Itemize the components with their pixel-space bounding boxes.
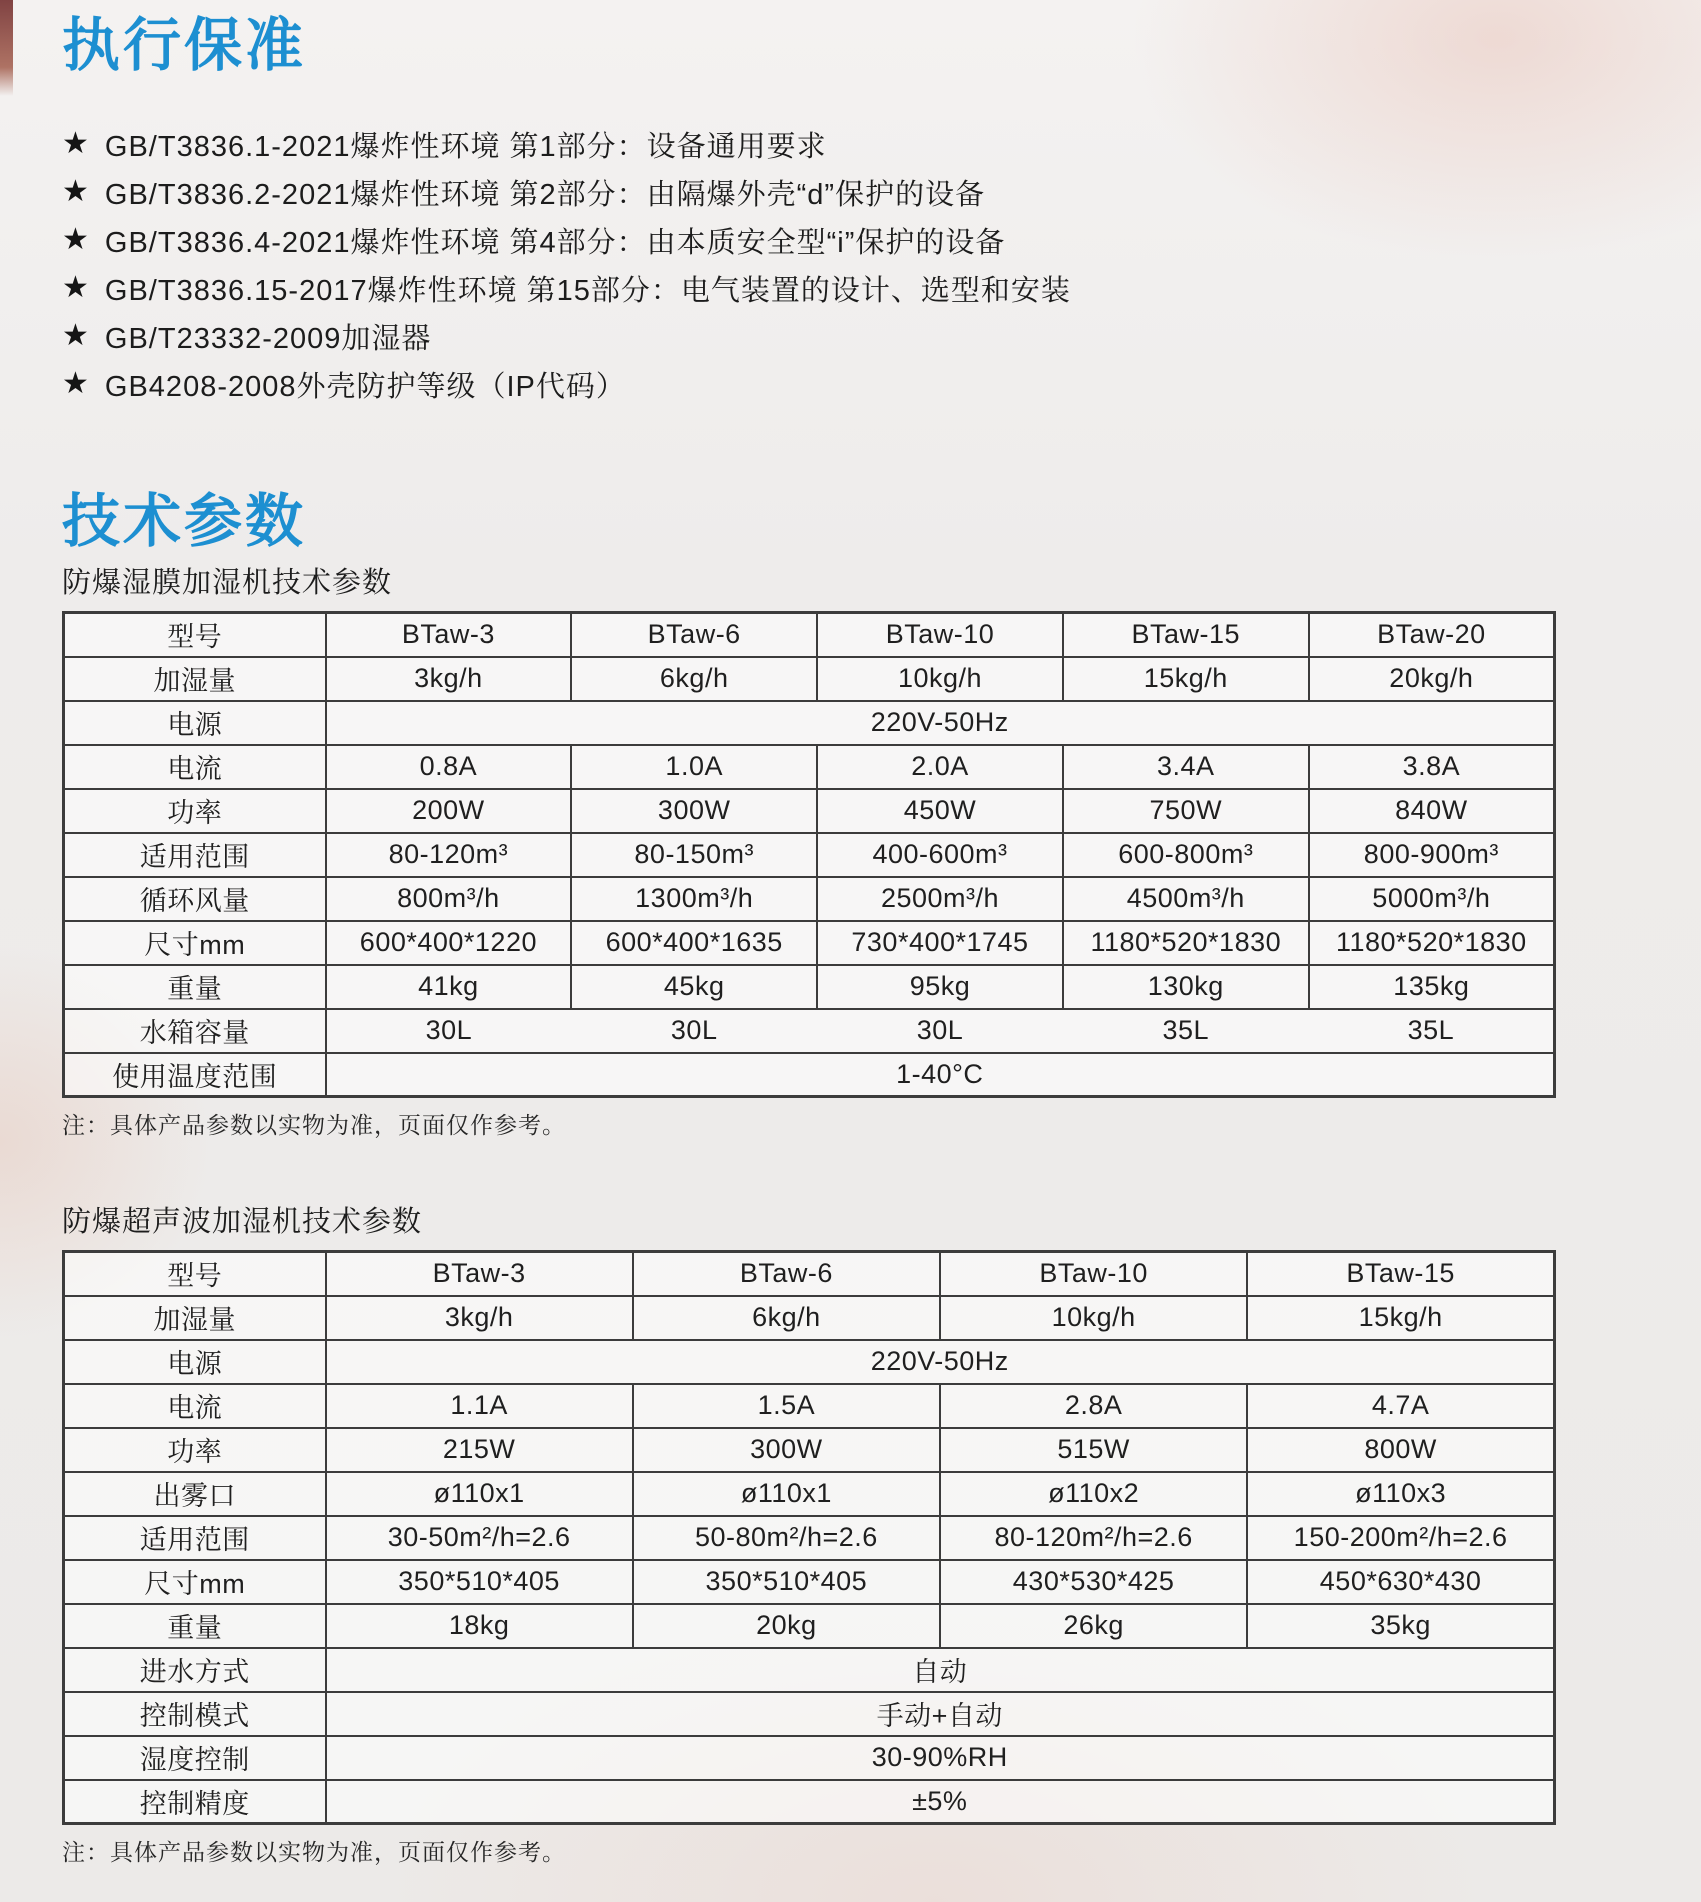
- param-label-cell: 使用温度范围: [64, 1053, 326, 1097]
- table-row: [64, 833, 1555, 877]
- param-value-cell: 800m³/h: [326, 877, 572, 921]
- param-value-cell: 30L: [817, 1009, 1063, 1053]
- standards-list: [62, 120, 1639, 408]
- param-label-cell: 重量: [64, 965, 326, 1009]
- param-label-cell: 湿度控制: [64, 1736, 326, 1780]
- table-row: [64, 1472, 1555, 1516]
- param-label-cell: 电源: [64, 1340, 326, 1384]
- tech-title: 技术参数: [62, 489, 307, 554]
- param-label-cell: 电流: [64, 745, 326, 789]
- param-value-cell: 5000m³/h: [1309, 877, 1555, 921]
- table-row: [64, 1780, 1555, 1824]
- model-header-cell: BTaw-10: [940, 1252, 1247, 1296]
- table-row: [64, 965, 1555, 1009]
- table-row: [64, 1296, 1555, 1340]
- param-value-cell: 1.5A: [633, 1384, 940, 1428]
- param-value-cell: 400-600m³: [817, 833, 1063, 877]
- param-label-cell: 出雾口: [64, 1472, 326, 1516]
- param-value-cell: 130kg: [1063, 965, 1309, 1009]
- table-row: [64, 1053, 1555, 1097]
- standard-item-text: GB/T23332-2009加湿器: [104, 322, 432, 355]
- param-value-cell: 18kg: [326, 1604, 633, 1648]
- param-value-cell: 30-90%RH: [326, 1736, 1555, 1780]
- param-value-cell: 4500m³/h: [1063, 877, 1309, 921]
- table-row: [64, 877, 1555, 921]
- standard-item: [62, 168, 1639, 216]
- table-row: [64, 1604, 1555, 1648]
- param-value-cell: 3kg/h: [326, 1296, 633, 1340]
- table-row: [64, 657, 1555, 701]
- param-value-cell: 515W: [940, 1428, 1247, 1472]
- param-value-cell: 750W: [1063, 789, 1309, 833]
- param-value-cell: 自动: [326, 1648, 1555, 1692]
- param-value-cell: 800W: [1247, 1428, 1554, 1472]
- param-value-cell: 35L: [1063, 1009, 1309, 1053]
- param-value-cell: 手动+自动: [326, 1692, 1555, 1736]
- param-value-cell: 0.8A: [326, 745, 572, 789]
- param-value-cell: 840W: [1309, 789, 1555, 833]
- param-value-cell: 26kg: [940, 1604, 1247, 1648]
- standard-item: [62, 120, 1639, 168]
- ultrasonic-table-caption: 防爆超声波加湿机技术参数: [62, 1206, 423, 1238]
- param-value-cell: 1300m³/h: [571, 877, 817, 921]
- param-value-cell: 450*630*430: [1247, 1560, 1554, 1604]
- param-label-cell: 适用范围: [64, 1516, 326, 1560]
- param-label-cell: 尺寸mm: [64, 921, 326, 965]
- table-row: [64, 789, 1555, 833]
- param-value-cell: 450W: [817, 789, 1063, 833]
- wet-film-table-caption: 防爆湿膜加湿机技术参数: [62, 567, 393, 599]
- model-header-cell: BTaw-6: [633, 1252, 940, 1296]
- param-value-cell: 350*510*405: [633, 1560, 940, 1604]
- star-bullet-icon: ★: [62, 223, 89, 256]
- param-value-cell: 6kg/h: [633, 1296, 940, 1340]
- param-value-cell: 2.0A: [817, 745, 1063, 789]
- param-value-cell: 20kg/h: [1309, 657, 1555, 701]
- param-value-cell: 1.1A: [326, 1384, 633, 1428]
- param-value-cell: 35L: [1309, 1009, 1555, 1053]
- wet-film-table-block: [62, 563, 1639, 1140]
- param-value-cell: 1.0A: [571, 745, 817, 789]
- model-header-cell: BTaw-3: [326, 1252, 633, 1296]
- wet-film-spec-table: [62, 611, 1556, 1098]
- param-label-cell: 控制精度: [64, 1780, 326, 1824]
- param-label-cell: 适用范围: [64, 833, 326, 877]
- param-value-cell: ø110x1: [326, 1472, 633, 1516]
- star-bullet-icon: ★: [62, 319, 89, 352]
- tech-section: [62, 488, 1639, 1867]
- param-label-cell: 加湿量: [64, 1296, 326, 1340]
- param-value-cell: 600*400*1635: [571, 921, 817, 965]
- standard-item-text: GB/T3836.4-2021爆炸性环境 第4部分：由本质安全型“i”保护的设备: [104, 226, 1006, 259]
- param-label-cell: 功率: [64, 1428, 326, 1472]
- star-bullet-icon: ★: [62, 271, 89, 304]
- param-label-cell: 型号: [64, 1252, 326, 1296]
- param-value-cell: 3kg/h: [326, 657, 572, 701]
- table-row: [64, 1428, 1555, 1472]
- standards-title: 执行保准: [62, 13, 307, 78]
- param-value-cell: 135kg: [1309, 965, 1555, 1009]
- param-value-cell: 3.4A: [1063, 745, 1309, 789]
- param-value-cell: 15kg/h: [1063, 657, 1309, 701]
- standard-item: [62, 312, 1639, 360]
- table-row: [64, 1384, 1555, 1428]
- param-value-cell: ø110x2: [940, 1472, 1247, 1516]
- param-value-cell: 1180*520*1830: [1309, 921, 1555, 965]
- ultrasonic-table-block: [62, 1202, 1639, 1867]
- standard-item: [62, 216, 1639, 264]
- param-value-cell: 80-120m²/h=2.6: [940, 1516, 1247, 1560]
- ultrasonic-spec-table: [62, 1250, 1556, 1825]
- model-header-cell: BTaw-10: [817, 613, 1063, 657]
- model-header-cell: BTaw-20: [1309, 613, 1555, 657]
- table-header-row: [64, 613, 1555, 657]
- param-value-cell: 80-150m³: [571, 833, 817, 877]
- param-value-cell: 220V-50Hz: [326, 701, 1555, 745]
- param-label-cell: 水箱容量: [64, 1009, 326, 1053]
- param-value-cell: ø110x3: [1247, 1472, 1554, 1516]
- table-row: [64, 701, 1555, 745]
- param-label-cell: 循环风量: [64, 877, 326, 921]
- star-bullet-icon: ★: [62, 175, 89, 208]
- standards-section: [62, 12, 1639, 408]
- param-value-cell: 45kg: [571, 965, 817, 1009]
- star-bullet-icon: ★: [62, 367, 89, 400]
- param-value-cell: 1180*520*1830: [1063, 921, 1309, 965]
- param-value-cell: 4.7A: [1247, 1384, 1554, 1428]
- table-row: [64, 1340, 1555, 1384]
- star-bullet-icon: ★: [62, 127, 89, 160]
- param-value-cell: 150-200m²/h=2.6: [1247, 1516, 1554, 1560]
- standard-item: [62, 264, 1639, 312]
- param-value-cell: 15kg/h: [1247, 1296, 1554, 1340]
- param-label-cell: 重量: [64, 1604, 326, 1648]
- param-value-cell: 10kg/h: [817, 657, 1063, 701]
- wet-film-table-note: 注：具体产品参数以实物为准，页面仅作参考。: [62, 1112, 566, 1138]
- table-row: [64, 1009, 1555, 1053]
- model-header-cell: BTaw-6: [571, 613, 817, 657]
- param-value-cell: 6kg/h: [571, 657, 817, 701]
- ultrasonic-table-note: 注：具体产品参数以实物为准，页面仅作参考。: [62, 1839, 566, 1865]
- model-header-cell: BTaw-15: [1247, 1252, 1554, 1296]
- param-value-cell: 430*530*425: [940, 1560, 1247, 1604]
- param-value-cell: 800-900m³: [1309, 833, 1555, 877]
- param-value-cell: 200W: [326, 789, 572, 833]
- param-value-cell: 20kg: [633, 1604, 940, 1648]
- param-value-cell: 600*400*1220: [326, 921, 572, 965]
- table-row: [64, 1648, 1555, 1692]
- param-value-cell: 50-80m²/h=2.6: [633, 1516, 940, 1560]
- param-value-cell: 41kg: [326, 965, 572, 1009]
- param-value-cell: 1-40°C: [326, 1053, 1555, 1097]
- param-value-cell: 730*400*1745: [817, 921, 1063, 965]
- table-row: [64, 1516, 1555, 1560]
- model-header-cell: BTaw-15: [1063, 613, 1309, 657]
- param-value-cell: 300W: [633, 1428, 940, 1472]
- param-value-cell: 35kg: [1247, 1604, 1554, 1648]
- param-label-cell: 型号: [64, 613, 326, 657]
- table-header-row: [64, 1252, 1555, 1296]
- standard-item-text: GB/T3836.2-2021爆炸性环境 第2部分：由隔爆外壳“d”保护的设备: [104, 178, 986, 211]
- param-label-cell: 加湿量: [64, 657, 326, 701]
- standard-item-text: GB/T3836.15-2017爆炸性环境 第15部分：电气装置的设计、选型和安装: [104, 274, 1071, 307]
- param-value-cell: 2500m³/h: [817, 877, 1063, 921]
- standard-item-text: GB/T3836.1-2021爆炸性环境 第1部分：设备通用要求: [104, 130, 827, 163]
- standard-item: [62, 360, 1639, 408]
- param-value-cell: ø110x1: [633, 1472, 940, 1516]
- param-value-cell: 30L: [326, 1009, 572, 1053]
- param-label-cell: 电流: [64, 1384, 326, 1428]
- param-label-cell: 尺寸mm: [64, 1560, 326, 1604]
- table-row: [64, 921, 1555, 965]
- param-value-cell: 2.8A: [940, 1384, 1247, 1428]
- param-label-cell: 电源: [64, 701, 326, 745]
- param-value-cell: ±5%: [326, 1780, 1555, 1824]
- param-label-cell: 功率: [64, 789, 326, 833]
- table-row: [64, 1692, 1555, 1736]
- param-label-cell: 控制模式: [64, 1692, 326, 1736]
- param-value-cell: 300W: [571, 789, 817, 833]
- param-value-cell: 350*510*405: [326, 1560, 633, 1604]
- table-row: [64, 745, 1555, 789]
- param-value-cell: 30L: [571, 1009, 817, 1053]
- table-row: [64, 1560, 1555, 1604]
- standard-item-text: GB4208-2008外壳防护等级（IP代码）: [104, 370, 626, 403]
- param-value-cell: 220V-50Hz: [326, 1340, 1555, 1384]
- param-value-cell: 3.8A: [1309, 745, 1555, 789]
- param-value-cell: 95kg: [817, 965, 1063, 1009]
- param-value-cell: 10kg/h: [940, 1296, 1247, 1340]
- param-value-cell: 30-50m²/h=2.6: [326, 1516, 633, 1560]
- model-header-cell: BTaw-3: [326, 613, 572, 657]
- table-row: [64, 1736, 1555, 1780]
- param-value-cell: 600-800m³: [1063, 833, 1309, 877]
- param-value-cell: 80-120m³: [326, 833, 572, 877]
- param-label-cell: 进水方式: [64, 1648, 326, 1692]
- param-value-cell: 215W: [326, 1428, 633, 1472]
